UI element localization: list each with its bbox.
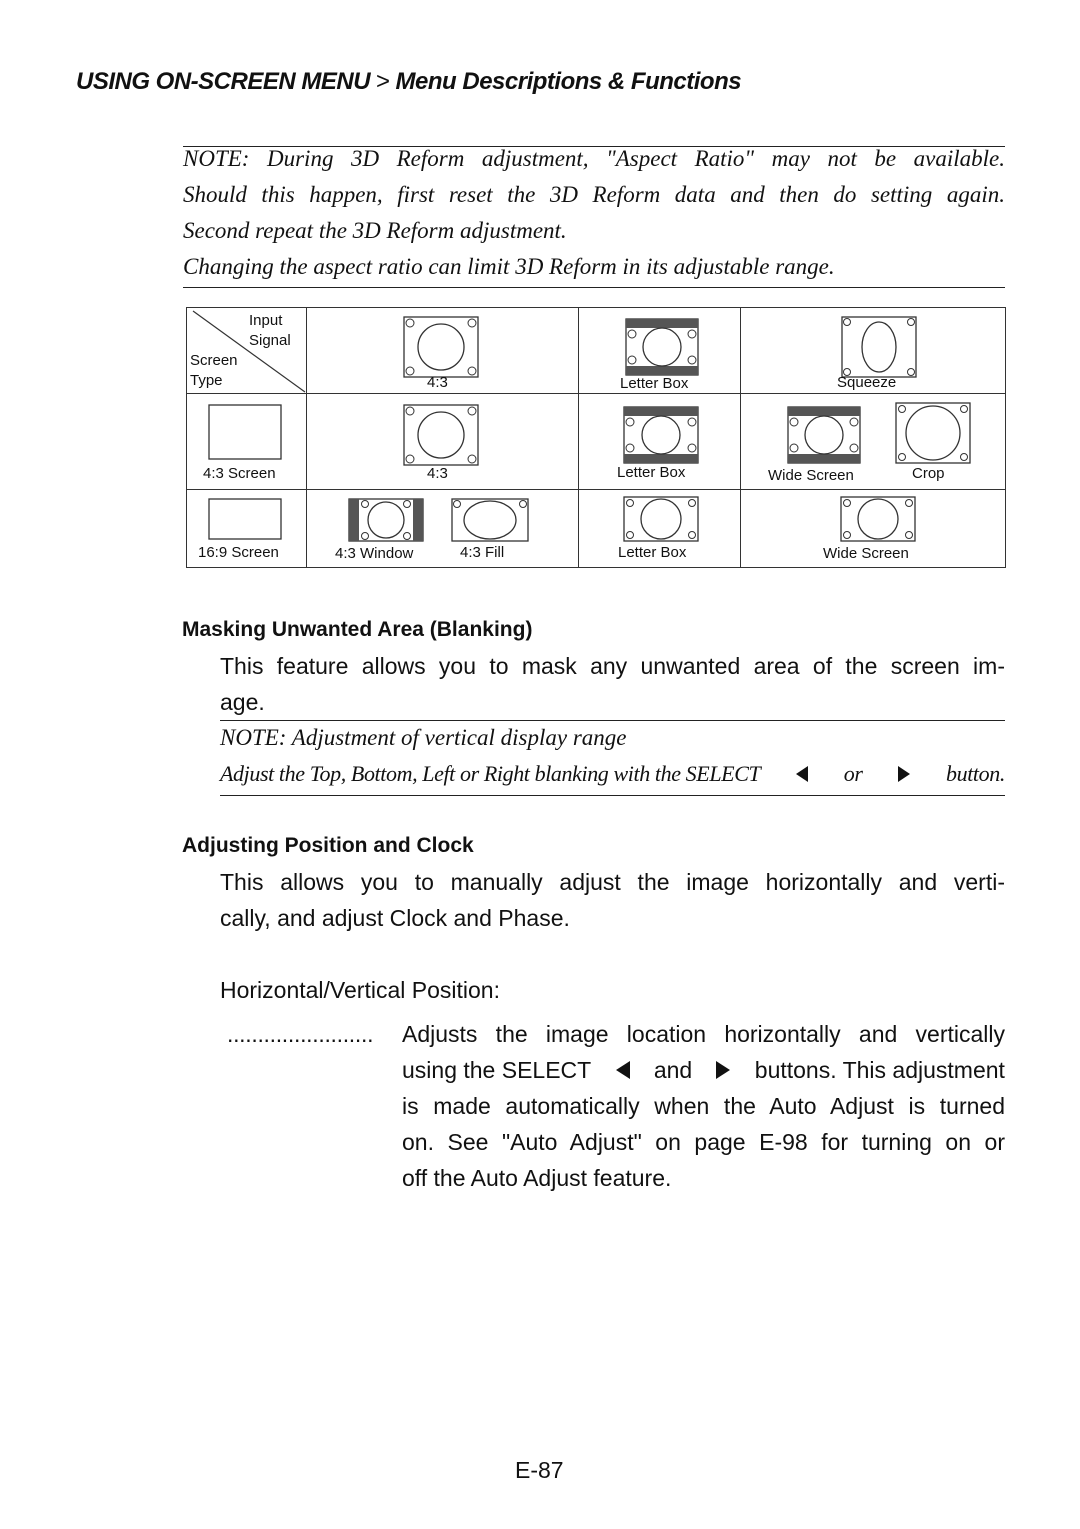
position-line2: cally, and adjust Clock and Phase.	[220, 905, 570, 931]
row43-43-cell	[307, 394, 579, 490]
header-part1: USING ON-SCREEN MENU	[76, 68, 371, 95]
row169-widescreen-cell	[741, 490, 1006, 568]
note-bottom-rule	[183, 287, 1005, 288]
row169-letterbox-label: Letter Box	[618, 544, 687, 561]
triangle-right-icon	[716, 1061, 730, 1079]
blanking-line1: This feature allows you to mask any unwanted area of the screen im-	[220, 653, 1005, 679]
position-desc2-and: and	[653, 1057, 693, 1083]
header-squeeze-cell	[741, 308, 1006, 394]
position-desc3: is made automatically when the Auto Adjust is turned	[402, 1093, 1005, 1119]
screen-169-cell	[187, 490, 307, 568]
screen-43-icon	[208, 404, 282, 460]
header-43-cell	[307, 308, 579, 394]
corner-input: Input	[249, 312, 283, 329]
blanking-note-text-a: Adjust the Top, Bottom, Left or Right blanking with the SELECT	[220, 761, 761, 786]
row43-crop-label: Crop	[912, 465, 945, 482]
row43-widescreen-label: Wide Screen	[768, 467, 854, 484]
position-desc2-a: using the SELECT	[402, 1057, 592, 1083]
row43-widescreen-icon	[787, 406, 861, 464]
triangle-left-icon	[796, 766, 808, 782]
blanking-note-bottom-rule	[220, 795, 1005, 796]
position-line1: This allows you to manually adjust the image horizontally and verti-	[220, 869, 1005, 895]
screen-169-label: 16:9 Screen	[198, 544, 279, 561]
triangle-right-icon	[898, 766, 910, 782]
screen-169-icon	[208, 498, 282, 540]
screen-43-cell	[187, 394, 307, 490]
corner-screen: Screen	[190, 352, 238, 369]
header-squeeze-label: Squeeze	[837, 374, 897, 391]
header-43-label: 4:3	[427, 374, 448, 391]
section-header	[76, 68, 741, 96]
row169-letterbox-cell	[579, 490, 741, 568]
header-separator: >	[376, 68, 390, 95]
row169-43-cell	[307, 490, 579, 568]
row43-crop-icon	[895, 402, 971, 464]
blanking-heading: Masking Unwanted Area (Blanking)	[182, 618, 533, 641]
header-letterbox-cell	[579, 308, 741, 394]
position-heading: Adjusting Position and Clock	[182, 834, 474, 857]
blanking-note-or: or	[843, 761, 863, 786]
signal-letterbox-icon	[625, 318, 699, 376]
position-leader: ........................	[227, 1021, 374, 1047]
blanking-note-top-rule	[220, 720, 1005, 721]
row169-letterbox-icon	[623, 496, 699, 542]
row43-squeeze-cell	[741, 394, 1006, 490]
position-desc2-b: buttons. This adjustment	[754, 1057, 1005, 1083]
row43-letterbox-cell	[579, 394, 741, 490]
note-reform-line4: Changing the aspect ratio can limit 3D Reform in its adjustable range.	[183, 254, 835, 279]
header-part2: Menu Descriptions & Functions	[395, 68, 742, 95]
aspect-ratio-table	[186, 307, 1006, 568]
signal-squeeze-icon	[841, 316, 917, 378]
corner-type: Type	[190, 372, 223, 389]
row169-widescreen-icon	[840, 496, 916, 542]
blanking-note-line2	[220, 761, 1005, 787]
table-row	[187, 394, 1006, 490]
table-row	[187, 490, 1006, 568]
row169-widescreen-label: Wide Screen	[823, 545, 909, 562]
header-letterbox-label: Letter Box	[620, 375, 689, 392]
row43-letterbox-icon	[623, 406, 699, 464]
corner-cell	[187, 308, 307, 394]
screen-43-label: 4:3 Screen	[203, 465, 276, 482]
table-row	[187, 308, 1006, 394]
position-desc2	[402, 1052, 1005, 1088]
note-reform-line2: Should this happen, first reset the 3D Reform data and then do setting again.	[183, 182, 1005, 207]
blanking-line2: age.	[220, 689, 265, 715]
blanking-note-line1: NOTE: Adjustment of vertical display range	[220, 725, 627, 750]
position-desc1: Adjusts the image location horizontally and vertically	[402, 1021, 1005, 1047]
blanking-note-text-b: button.	[946, 761, 1005, 786]
row169-fill-label: 4:3 Fill	[460, 544, 505, 561]
row169-window-label: 4:3 Window	[335, 545, 414, 562]
row43-43-icon	[403, 404, 479, 466]
row43-43-label: 4:3	[427, 465, 448, 482]
triangle-left-icon	[616, 1061, 630, 1079]
signal-43-icon	[403, 316, 479, 378]
position-desc4: on. See "Auto Adjust" on page E-98 for turning on or	[402, 1129, 1005, 1155]
page-number: E-87	[515, 1457, 564, 1483]
row169-fill-icon	[451, 498, 529, 542]
corner-signal: Signal	[249, 332, 291, 349]
note-reform-line1: NOTE: During 3D Reform adjustment, "Aspect Ratio" may not be available.	[183, 146, 1005, 171]
note-reform-line3: Second repeat the 3D Reform adjustment.	[183, 218, 567, 243]
position-desc5: off the Auto Adjust feature.	[402, 1165, 672, 1191]
row43-letterbox-label: Letter Box	[617, 464, 686, 481]
position-subheading: Horizontal/Vertical Position:	[220, 977, 500, 1003]
row169-window-icon	[348, 498, 424, 542]
